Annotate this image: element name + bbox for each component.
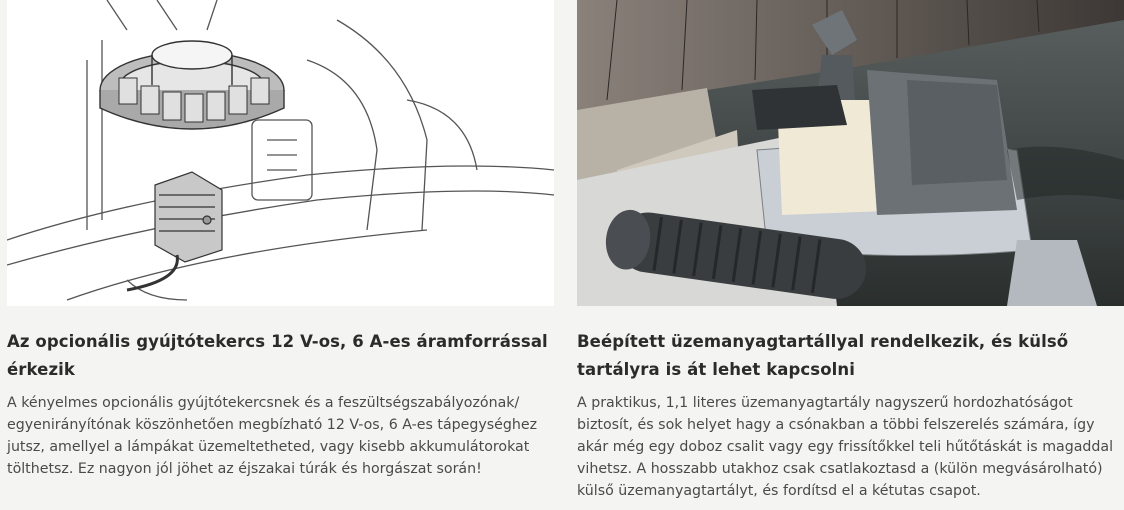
feature-title: Az opcionális gyújtótekercs 12 V-os, 6 A-es áramforrással érkezik [7, 332, 548, 379]
feature-card-ignition-coil [7, 0, 554, 480]
feature-title: Beépített üzemanyagtartállyal rendelkezik, és külső tartályra is át lehet kapcsolni [577, 332, 1069, 379]
outboard-motor-photo [577, 0, 1124, 306]
ignition-coil-illustration [7, 0, 554, 306]
feature-description: A kényelmes opcionális gyújtótekercsnek és a feszültségszabályozónak/ egyenirányítónak köszönhetően megbízható 12 V-os, 6 A-es tápegységhez jutsz, amellyel a lámpákat üzemeltetheted, vagy kisebb akkumulátorokat tölthetsz. Ez nagyon jól jöhet az éjszakai túrák és horgászat során! [7, 395, 538, 477]
feature-card-fuel-tank [577, 0, 1124, 502]
feature-description: A praktikus, 1,1 literes üzemanyagtartály nagyszerű hordozhatóságot biztosít, és sok helyet hagy a csónakban a többi felszerelés számára, így akár még egy doboz csalit vagy egy frissítőkkel teli hűtőtáskát is magaddal vihetsz. A hosszabb utakhoz csak csatlakoztasd a (külön megvásárolható) külső üzemanyagtartályt, és fordítsd el a kétutas csapot. [577, 395, 1114, 499]
